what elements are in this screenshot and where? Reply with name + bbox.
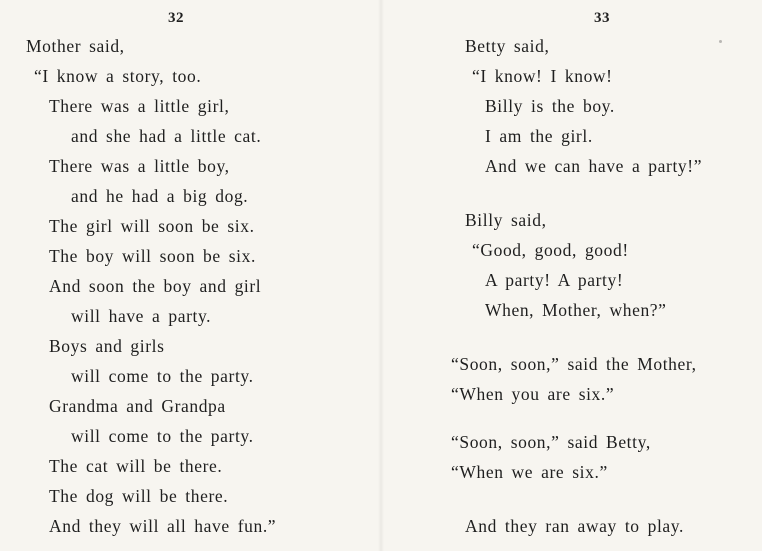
- text-line: A party! A party!: [485, 270, 624, 290]
- text-line: There was a little boy,: [49, 156, 230, 176]
- text-line: I am the girl.: [485, 126, 593, 146]
- text-line: And they ran away to play.: [465, 516, 684, 536]
- text-line: Billy said,: [465, 210, 547, 230]
- text-line: “Good, good, good!: [472, 240, 629, 260]
- text-line: When, Mother, when?”: [485, 300, 667, 320]
- page-number: 32: [168, 10, 184, 26]
- text-line: And we can have a party!”: [485, 156, 703, 176]
- text-line: and he had a big dog.: [71, 186, 249, 206]
- text-line: Boys and girls: [49, 336, 165, 356]
- text-line: And they will all have fun.”: [49, 516, 277, 536]
- text-line: “I know! I know!: [472, 66, 613, 86]
- text-line: will come to the party.: [71, 366, 254, 386]
- text-line: The cat will be there.: [49, 456, 223, 476]
- text-line: The dog will be there.: [49, 486, 229, 506]
- page-number: 33: [594, 10, 610, 26]
- text-line: will have a party.: [71, 306, 212, 326]
- paper-speck: [719, 40, 722, 43]
- text-line: will come to the party.: [71, 426, 254, 446]
- text-line: And soon the boy and girl: [49, 276, 262, 296]
- right-page: [381, 0, 762, 551]
- text-line: The boy will soon be six.: [49, 246, 256, 266]
- text-line: The girl will soon be six.: [49, 216, 255, 236]
- text-line: “When you are six.”: [451, 384, 615, 404]
- text-line: Grandma and Grandpa: [49, 396, 226, 416]
- text-line: “I know a story, too.: [34, 66, 202, 86]
- left-page: [0, 0, 380, 551]
- text-line: and she had a little cat.: [71, 126, 262, 146]
- text-line: “When we are six.”: [451, 462, 608, 482]
- text-line: “Soon, soon,” said Betty,: [451, 432, 651, 452]
- text-line: There was a little girl,: [49, 96, 230, 116]
- text-line: Betty said,: [465, 36, 550, 56]
- text-line: Billy is the boy.: [485, 96, 615, 116]
- text-line: Mother said,: [26, 36, 125, 56]
- text-line: “Soon, soon,” said the Mother,: [451, 354, 697, 374]
